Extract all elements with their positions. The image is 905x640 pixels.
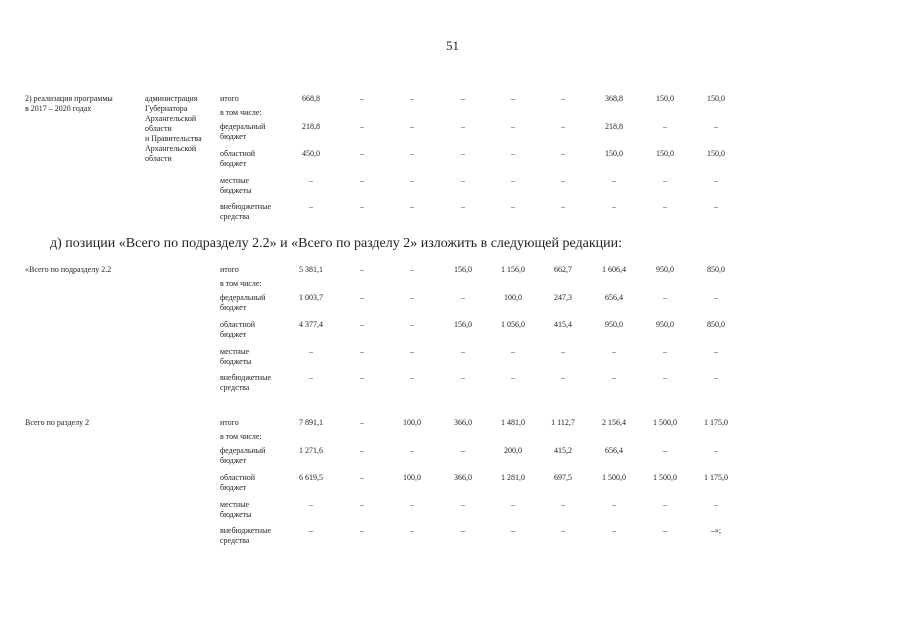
amendment-heading: д) позиции «Всего по подразделу 2.2» и «Всего по разделу 2» изложить в следующей редакции: — [50, 236, 623, 251]
value-cell: – — [410, 373, 414, 382]
value-cell: – — [714, 500, 718, 509]
table-row — [0, 500, 905, 519]
value-cell: – — [663, 293, 667, 302]
block-label: «Всего по подразделу 2.2 — [25, 265, 112, 274]
table-row — [0, 446, 905, 465]
value-cell: 156,0 — [454, 265, 472, 274]
value-cell: – — [461, 293, 465, 302]
value-cell: 100,0 — [403, 418, 421, 427]
value-cell: – — [360, 320, 364, 329]
value-cell: – — [714, 293, 718, 302]
value-cell: – — [410, 176, 414, 185]
value-cell: – — [663, 526, 667, 535]
value-cell: – — [461, 446, 465, 455]
value-cell: – — [561, 347, 565, 356]
value-cell: 218,8 — [302, 122, 320, 131]
value-cell: 1 175,0 — [704, 418, 728, 427]
value-cell: – — [410, 94, 414, 103]
table-row — [0, 293, 905, 312]
value-cell: – — [410, 500, 414, 509]
value-cell: – — [360, 94, 364, 103]
value-cell: 247,3 — [554, 293, 572, 302]
table-row — [0, 94, 905, 108]
value-cell: 150,0 — [656, 149, 674, 158]
value-cell: 200,0 — [504, 446, 522, 455]
value-cell: 368,8 — [605, 94, 623, 103]
table-row — [0, 202, 905, 221]
value-cell: – — [561, 94, 565, 103]
value-cell: – — [309, 526, 313, 535]
value-cell: – — [663, 347, 667, 356]
value-cell: 5 381,1 — [299, 265, 323, 274]
value-cell: – — [511, 526, 515, 535]
value-cell: – — [309, 500, 313, 509]
value-cell: 1 112,7 — [551, 418, 575, 427]
value-cell: 415,2 — [554, 446, 572, 455]
value-cell: – — [410, 293, 414, 302]
value-cell: – — [714, 373, 718, 382]
value-cell: – — [714, 176, 718, 185]
value-cell: – — [309, 176, 313, 185]
value-cell: – — [511, 202, 515, 211]
value-cell: – — [309, 373, 313, 382]
value-cell: – — [663, 176, 667, 185]
value-cell: – — [511, 122, 515, 131]
value-cell: 697,5 — [554, 473, 572, 482]
funding-type: в том числе: — [220, 108, 262, 117]
value-cell: – — [410, 149, 414, 158]
value-cell: 1 500,0 — [602, 473, 626, 482]
table-row — [0, 279, 905, 293]
value-cell: 156,0 — [454, 320, 472, 329]
value-cell: 1 003,7 — [299, 293, 323, 302]
funding-type: итого — [220, 265, 239, 274]
value-cell: – — [612, 500, 616, 509]
value-cell: – — [612, 526, 616, 535]
value-cell: – — [612, 347, 616, 356]
value-cell: – — [612, 373, 616, 382]
value-cell: 366,0 — [454, 473, 472, 482]
value-cell: – — [714, 202, 718, 211]
value-cell: – — [360, 202, 364, 211]
funding-type: в том числе: — [220, 432, 262, 441]
table-row — [0, 265, 905, 279]
value-cell: – — [561, 176, 565, 185]
value-cell: –»; — [710, 526, 722, 535]
value-cell: – — [511, 176, 515, 185]
value-cell: – — [663, 202, 667, 211]
page-number: 51 — [446, 38, 459, 53]
value-cell: – — [714, 347, 718, 356]
funding-type: областной бюджет — [220, 149, 256, 168]
value-cell: 1 156,0 — [501, 265, 525, 274]
value-cell: – — [461, 122, 465, 131]
value-cell: – — [714, 446, 718, 455]
value-cell: 950,0 — [656, 320, 674, 329]
value-cell: – — [714, 122, 718, 131]
value-cell: – — [663, 446, 667, 455]
value-cell: 150,0 — [707, 94, 725, 103]
value-cell: 1 606,4 — [602, 265, 626, 274]
value-cell: – — [360, 500, 364, 509]
value-cell: – — [461, 149, 465, 158]
value-cell: – — [309, 202, 313, 211]
value-cell: – — [663, 373, 667, 382]
funding-type: в том числе: — [220, 279, 262, 288]
table-row — [0, 373, 905, 392]
value-cell: 366,0 — [454, 418, 472, 427]
value-cell: – — [360, 176, 364, 185]
value-cell: – — [612, 176, 616, 185]
value-cell: – — [561, 526, 565, 535]
value-cell: 100,0 — [403, 473, 421, 482]
funding-type: внебюджетные средства — [220, 526, 271, 545]
value-cell: – — [360, 265, 364, 274]
funding-type: областной бюджет — [220, 473, 256, 492]
value-cell: 850,0 — [707, 265, 725, 274]
table-row — [0, 320, 905, 339]
value-cell: 4 377,4 — [299, 320, 323, 329]
value-cell: 7 891,1 — [299, 418, 323, 427]
value-cell: 150,0 — [605, 149, 623, 158]
block-label: 2) реализация программы в 2017 – 2020 годах — [25, 94, 113, 113]
table-row — [0, 526, 905, 545]
funding-type: внебюджетные средства — [220, 202, 271, 221]
value-cell: – — [360, 446, 364, 455]
value-cell: – — [461, 94, 465, 103]
table-row — [0, 108, 905, 122]
value-cell: – — [410, 347, 414, 356]
value-cell: – — [309, 347, 313, 356]
value-cell: – — [561, 202, 565, 211]
table-row — [0, 149, 905, 168]
value-cell: 950,0 — [605, 320, 623, 329]
value-cell: – — [663, 122, 667, 131]
value-cell: 1 481,0 — [501, 418, 525, 427]
value-cell: – — [461, 500, 465, 509]
value-cell: 100,0 — [504, 293, 522, 302]
value-cell: 1 281,0 — [501, 473, 525, 482]
funding-type: местные бюджеты — [220, 500, 252, 519]
value-cell: 218,8 — [605, 122, 623, 131]
value-cell: – — [410, 202, 414, 211]
value-cell: – — [360, 293, 364, 302]
table-row — [0, 347, 905, 366]
table-row — [0, 432, 905, 446]
value-cell: – — [461, 176, 465, 185]
value-cell: 662,7 — [554, 265, 572, 274]
funding-type: федеральный бюджет — [220, 122, 266, 141]
value-cell: 450,0 — [302, 149, 320, 158]
value-cell: 2 156,4 — [602, 418, 626, 427]
value-cell: 150,0 — [707, 149, 725, 158]
table-row — [0, 122, 905, 141]
value-cell: – — [612, 202, 616, 211]
value-cell: – — [561, 373, 565, 382]
value-cell: – — [511, 500, 515, 509]
value-cell: – — [461, 202, 465, 211]
value-cell: – — [360, 473, 364, 482]
value-cell: – — [410, 265, 414, 274]
value-cell: 1 056,0 — [501, 320, 525, 329]
funding-type: федеральный бюджет — [220, 293, 266, 312]
value-cell: – — [511, 373, 515, 382]
value-cell: – — [511, 149, 515, 158]
table-row — [0, 473, 905, 492]
value-cell: – — [561, 500, 565, 509]
value-cell: – — [461, 526, 465, 535]
value-cell: – — [511, 94, 515, 103]
funding-type: итого — [220, 418, 239, 427]
value-cell: – — [360, 526, 364, 535]
funding-type: итого — [220, 94, 239, 103]
value-cell: – — [511, 347, 515, 356]
value-cell: 415,4 — [554, 320, 572, 329]
value-cell: 1 175,0 — [704, 473, 728, 482]
executor-label: администрация Губернатора Архангельской области и Правительства Архангельской области — [145, 94, 202, 163]
funding-type: федеральный бюджет — [220, 446, 266, 465]
value-cell: – — [461, 373, 465, 382]
table-row — [0, 176, 905, 195]
value-cell: – — [360, 122, 364, 131]
value-cell: 656,4 — [605, 446, 623, 455]
funding-type: внебюджетные средства — [220, 373, 271, 392]
value-cell: 6 619,5 — [299, 473, 323, 482]
value-cell: 1 271,6 — [299, 446, 323, 455]
value-cell: – — [410, 320, 414, 329]
value-cell: – — [561, 122, 565, 131]
value-cell: – — [410, 526, 414, 535]
value-cell: – — [410, 446, 414, 455]
table-row — [0, 418, 905, 432]
value-cell: – — [461, 347, 465, 356]
value-cell: 150,0 — [656, 94, 674, 103]
value-cell: 668,8 — [302, 94, 320, 103]
value-cell: – — [410, 122, 414, 131]
value-cell: – — [360, 418, 364, 427]
value-cell: – — [360, 149, 364, 158]
value-cell: – — [360, 347, 364, 356]
value-cell: – — [663, 500, 667, 509]
block-label: Всего по разделу 2 — [25, 418, 90, 427]
value-cell: – — [561, 149, 565, 158]
funding-type: местные бюджеты — [220, 176, 252, 195]
value-cell: 1 500,0 — [653, 418, 677, 427]
value-cell: 1 500,0 — [653, 473, 677, 482]
value-cell: – — [360, 373, 364, 382]
value-cell: 656,4 — [605, 293, 623, 302]
funding-type: местные бюджеты — [220, 347, 252, 366]
funding-type: областной бюджет — [220, 320, 256, 339]
value-cell: 850,0 — [707, 320, 725, 329]
value-cell: 950,0 — [656, 265, 674, 274]
